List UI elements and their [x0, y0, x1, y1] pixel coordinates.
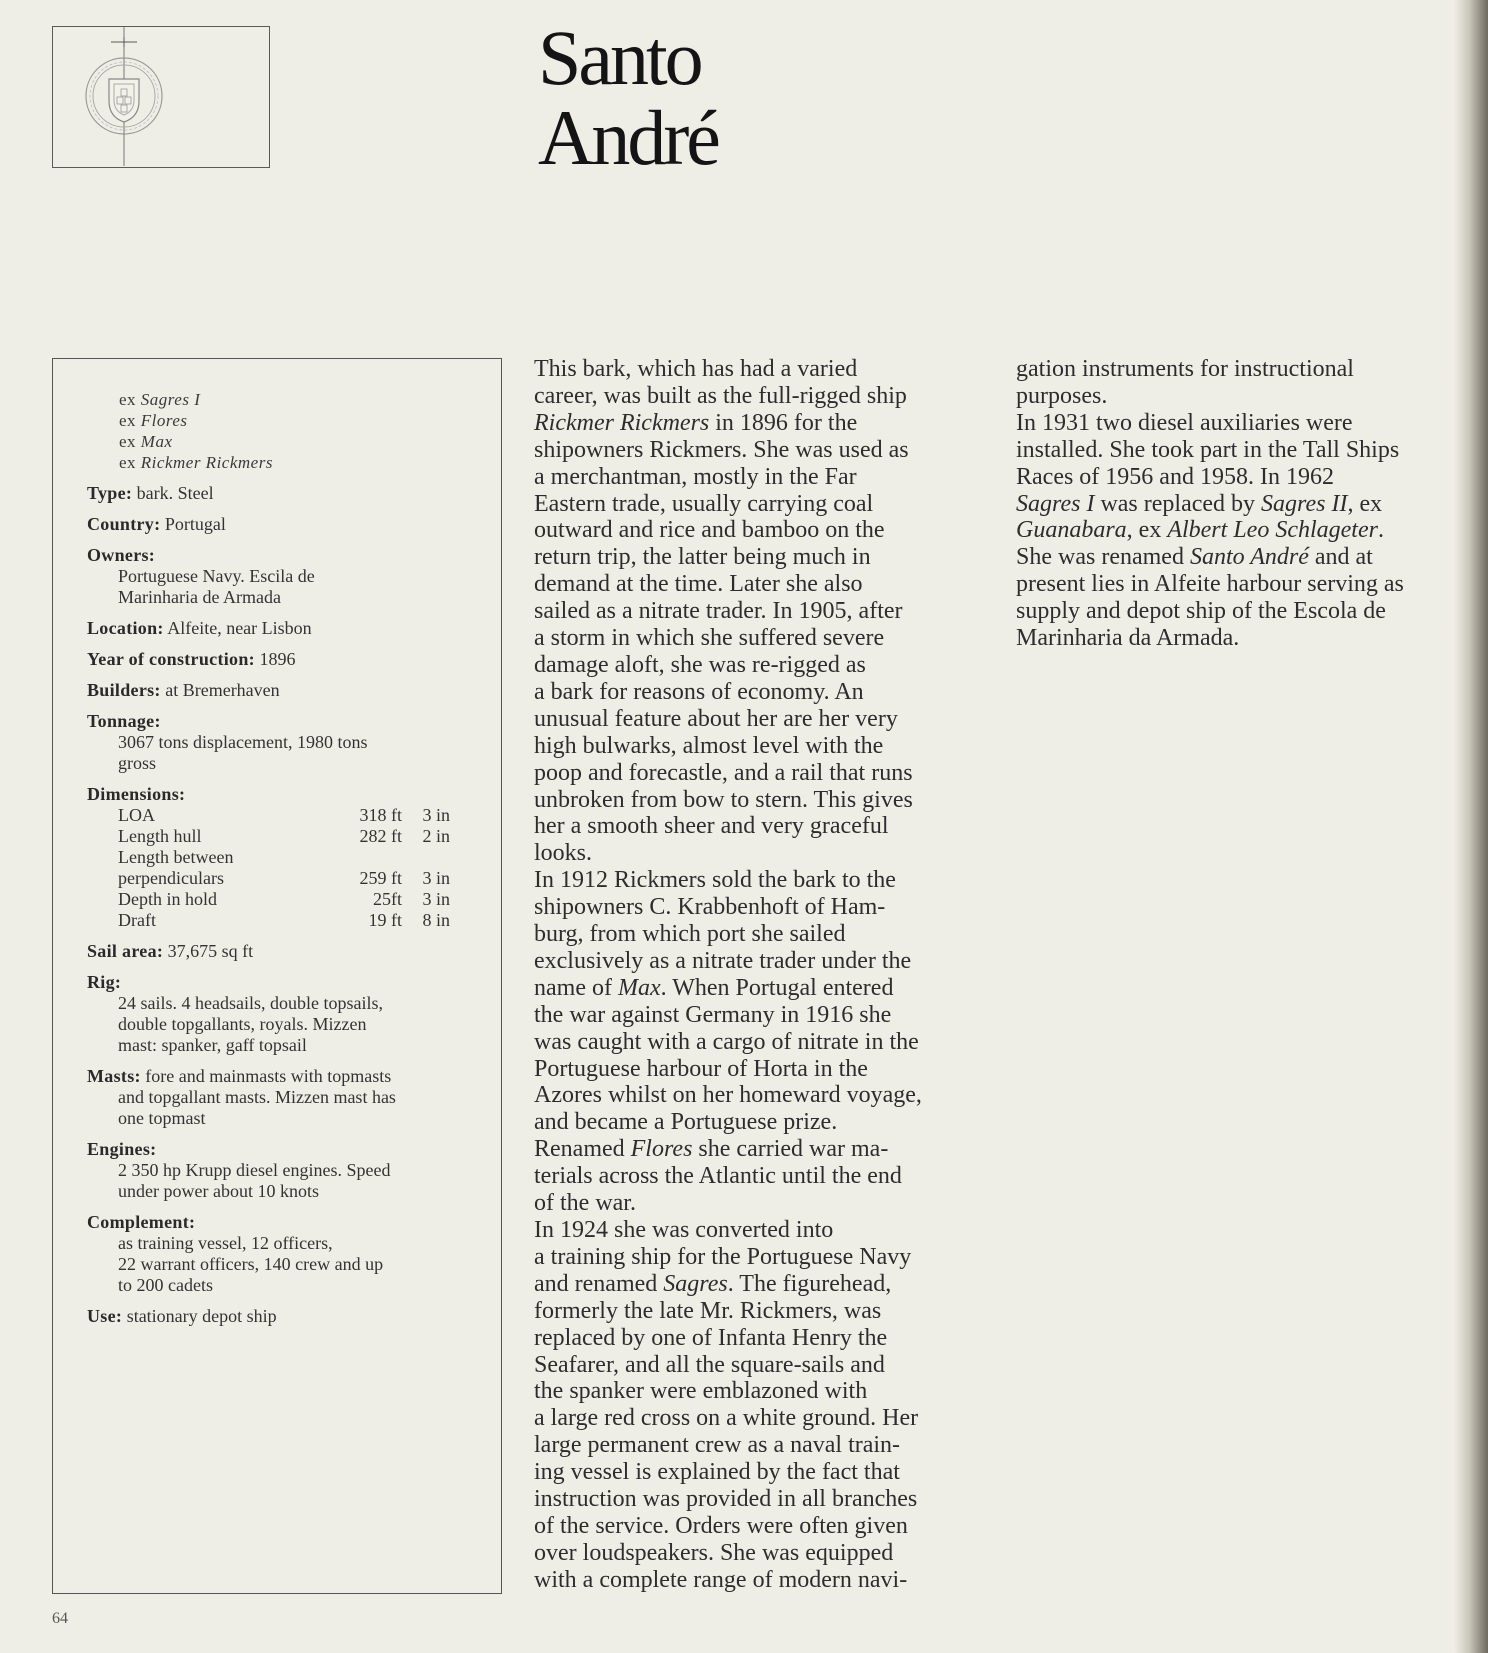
text-line: damage aloft, she was re-rigged as — [534, 651, 866, 678]
text-line: exclusively as a nitrate trader under the — [534, 947, 912, 974]
text-line: a storm in which she suffered severe — [534, 625, 885, 652]
text-line: her a smooth sheer and very graceful — [534, 813, 889, 840]
text-line: the war against Germany in 1916 she — [534, 1001, 892, 1028]
spec-tonnage: Tonnage: 3067 tons displacement, 1980 tons gross — [87, 711, 368, 773]
text-line: instruction was provided in all branches — [534, 1486, 918, 1513]
text-line: a bark for reasons of economy. An — [534, 678, 864, 705]
former-name: ex Flores — [119, 411, 188, 430]
text-line: terials across the Atlantic until the end — [534, 1163, 902, 1190]
text-line: return trip, the latter being much in — [534, 544, 871, 571]
spec-year: Year of construction: 1896 — [87, 649, 296, 669]
former-names-list — [119, 389, 273, 473]
text-line: Eastern trade, usually carrying coal — [534, 490, 874, 517]
dimension-row: Length hull 282 ft 2 in — [118, 826, 450, 846]
body-text-column-2 — [1016, 356, 1464, 652]
spec-location: Location: Alfeite, near Lisbon — [87, 618, 312, 638]
text-line: burg, from which port she sailed — [534, 921, 846, 948]
text-line: and became a Portuguese prize. — [534, 1109, 838, 1136]
text-line: In 1924 she was converted into — [534, 1217, 834, 1243]
text-line: large permanent crew as a naval train- — [534, 1432, 901, 1459]
text-line: career, was built as the full-rigged ship — [534, 382, 907, 409]
dimension-row: Draft 19 ft 8 in — [118, 910, 450, 930]
text-line: shipowners C. Krabbenhoft of Ham- — [534, 894, 886, 921]
text-line: installed. She took part in the Tall Ships — [1016, 436, 1400, 463]
text-line: of the war. — [534, 1190, 636, 1217]
text-line: a large red cross on a white ground. Her — [534, 1405, 919, 1432]
text-line: high bulwarks, almost level with the — [534, 732, 884, 759]
spec-rig: Rig: 24 sails. 4 headsails, double topsails, double topgallants, royals. Mizzen mast: spanker, gaff topsail — [87, 972, 383, 1055]
dimension-row: Length between — [118, 847, 234, 867]
text-line: Rickmer Rickmers in 1896 for the — [534, 409, 858, 436]
text-line: demand at the time. Later she also — [534, 571, 863, 598]
spec-type: Type: bark. Steel — [87, 483, 214, 503]
text-line: ing vessel is explained by the fact that — [534, 1459, 900, 1486]
spec-sail-area: Sail area: 37,675 sq ft — [87, 941, 254, 961]
text-line: with a complete range of modern navi- — [534, 1566, 908, 1593]
text-line: name of Max. When Portugal entered — [534, 974, 894, 1001]
text-line: Races of 1956 and 1958. In 1962 — [1016, 463, 1334, 490]
portuguese-navy-flag-illustration — [52, 26, 270, 168]
title-line-2: André — [538, 94, 718, 181]
text-line: of the service. Orders were often given — [534, 1512, 908, 1539]
specifications-box — [52, 358, 502, 1594]
spec-builders: Builders: at Bremerhaven — [87, 680, 280, 700]
text-line: Sagres I was replaced by Sagres II, ex — [1016, 490, 1383, 517]
spec-use: Use: stationary depot ship — [87, 1306, 277, 1326]
spec-owners: Owners: Portuguese Navy. Escila de Marinharia de Armada — [87, 545, 315, 607]
text-line: unusual feature about her are her very — [534, 705, 898, 732]
book-binding-shadow — [1454, 0, 1488, 1653]
former-name: ex Sagres I — [119, 390, 201, 409]
title-line-1: Santo — [538, 14, 701, 101]
text-line: gation instruments for instructional — [1016, 356, 1354, 382]
text-line: supply and depot ship of the Escola de — [1016, 598, 1386, 625]
text-line: replaced by one of Infanta Henry the — [534, 1324, 888, 1351]
spec-complement: Complement: as training vessel, 12 officers, 22 warrant officers, 140 crew and up to 200 cadets — [87, 1212, 384, 1295]
text-line: present lies in Alfeite harbour serving as — [1016, 571, 1404, 598]
text-line: sailed as a nitrate trader. In 1905, after — [534, 598, 903, 625]
dimension-row: perpendiculars 259 ft 3 in — [118, 868, 450, 888]
text-line: outward and rice and bamboo on the — [534, 517, 885, 544]
page-title — [538, 14, 718, 181]
text-line: This bark, which has had a varied — [534, 356, 858, 382]
text-line: poop and forecastle, and a rail that runs — [534, 759, 913, 786]
spec-country: Country: Portugal — [87, 514, 226, 534]
spec-engines: Engines: 2 350 hp Krupp diesel engines. Speed under power about 10 knots — [87, 1139, 391, 1201]
text-line: over loudspeakers. She was equipped — [534, 1539, 894, 1566]
body-text-column-1 — [534, 356, 994, 1594]
former-name: ex Max — [119, 432, 173, 451]
text-line: In 1912 Rickmers sold the bark to the — [534, 867, 896, 894]
text-line: Seafarer, and all the square-sails and — [534, 1351, 885, 1378]
text-line: Marinharia da Armada. — [1016, 625, 1240, 652]
dimension-row: Depth in hold 25ft 3 in — [118, 889, 450, 909]
spec-dimensions: Dimensions: LOA 318 ft 3 in Length hull 282 ft 2 in Length between perpendiculars 259 ft 3 in Depth in hold 25ft 3 in Draft 19 ft 8 in — [87, 784, 477, 931]
dimension-row: LOA 318 ft 3 in — [118, 805, 450, 825]
text-line: In 1931 two diesel auxiliaries were — [1016, 409, 1353, 436]
text-line: Guanabara, ex Albert Leo Schlageter. — [1016, 517, 1384, 544]
former-name: ex Rickmer Rickmers — [119, 453, 273, 472]
text-line: Renamed Flores she carried war ma- — [534, 1136, 889, 1163]
text-line: a training ship for the Portuguese Navy — [534, 1243, 912, 1270]
spec-masts: Masts: fore and mainmasts with topmasts and topgallant masts. Mizzen mast has one topmast — [87, 1066, 396, 1128]
text-line: was caught with a cargo of nitrate in the — [534, 1028, 919, 1055]
text-line: shipowners Rickmers. She was used as — [534, 436, 909, 463]
text-line: Portuguese harbour of Horta in the — [534, 1055, 868, 1082]
text-line: Azores whilst on her homeward voyage, — [534, 1082, 922, 1109]
text-line: She was renamed Santo André and at — [1016, 544, 1373, 571]
text-line: unbroken from bow to stern. This gives — [534, 786, 913, 813]
text-line: formerly the late Mr. Rickmers, was — [534, 1297, 882, 1324]
text-line: a merchantman, mostly in the Far — [534, 463, 857, 490]
text-line: the spanker were emblazoned with — [534, 1378, 868, 1405]
spec-list — [87, 483, 477, 1337]
text-line: purposes. — [1016, 382, 1108, 409]
text-line: looks. — [534, 840, 593, 867]
page-number: 64 — [52, 1610, 68, 1627]
text-line: and renamed Sagres. The figurehead, — [534, 1270, 892, 1297]
